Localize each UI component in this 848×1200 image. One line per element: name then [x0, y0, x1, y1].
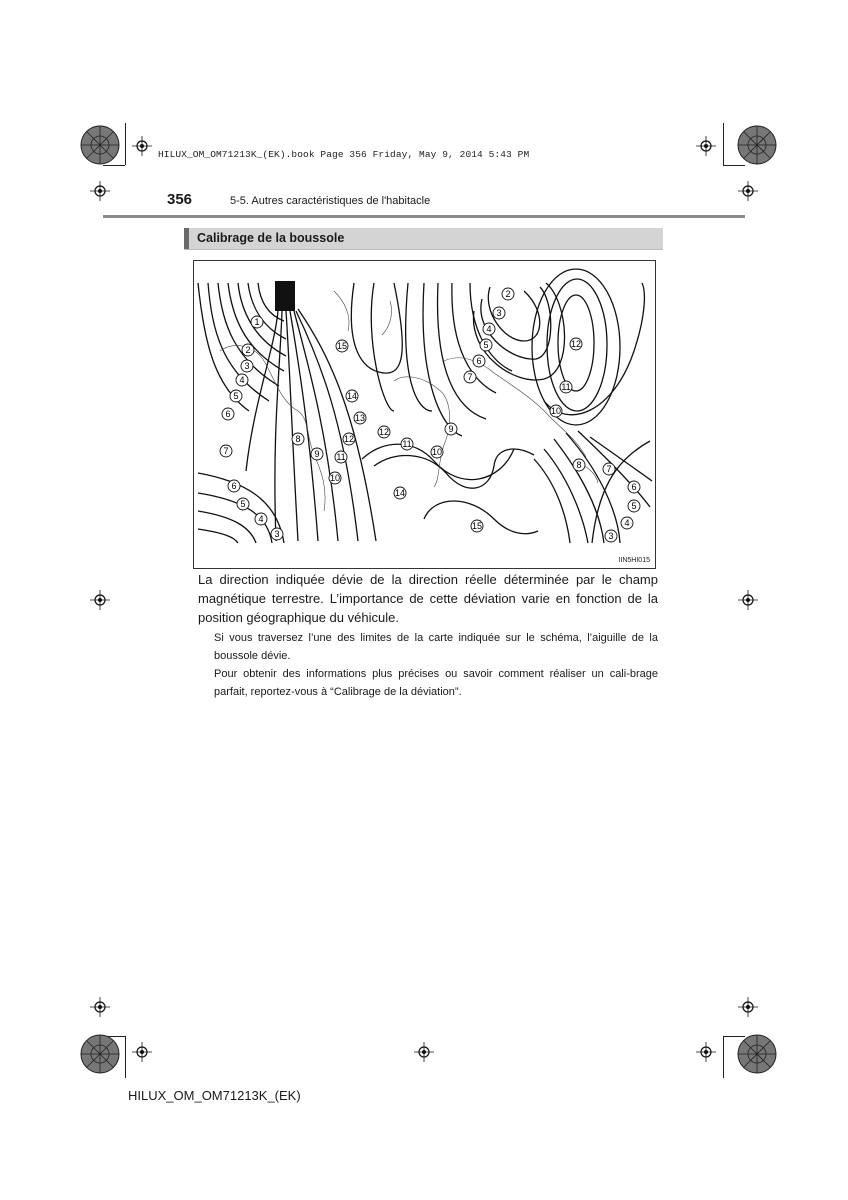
zone-label: 6 [231, 481, 237, 491]
zone-label: 5 [631, 501, 637, 511]
registration-mark-icon [696, 1042, 716, 1062]
map-drawing [194, 261, 655, 568]
crop-mark [125, 123, 126, 165]
registration-mark-icon [90, 590, 110, 610]
zone-label: 3 [274, 529, 280, 539]
title-bar-accent [184, 228, 189, 249]
zone-label: 2 [505, 289, 511, 299]
zone-label: 10 [550, 406, 562, 416]
footer-code: HILUX_OM_OM71213K_(EK) [128, 1088, 301, 1103]
color-target-icon [737, 125, 777, 165]
registration-mark-icon [132, 136, 152, 156]
zone-label: 8 [295, 434, 301, 444]
page-number: 356 [167, 191, 193, 208]
zone-label: 6 [225, 409, 231, 419]
color-target-icon [737, 1034, 777, 1074]
zone-label: 15 [336, 341, 348, 351]
zone-label: 11 [336, 452, 346, 462]
zone-label: 7 [606, 464, 612, 474]
registration-mark-icon [414, 1042, 434, 1062]
zone-label: 15 [471, 521, 483, 531]
section-title-bar [184, 228, 663, 250]
registration-mark-icon [738, 590, 758, 610]
zone-label: 9 [314, 449, 320, 459]
note-item: Pour obtenir des informations plus précises ou savoir comment réaliser un cali-brage parfait, reportez-vous à “Calibrage de la déviation”. [214, 668, 658, 698]
zone-label: 3 [244, 361, 250, 371]
registration-mark-icon [696, 136, 716, 156]
zone-label: 7 [467, 372, 473, 382]
zone-label: 2 [245, 345, 251, 355]
zone-label: 1 [254, 317, 260, 327]
isogonic-lines [198, 269, 652, 543]
zone-label: 10 [329, 473, 341, 483]
zone-label: 11 [561, 382, 571, 392]
zone-label: 4 [258, 514, 264, 524]
zone-label: 14 [346, 391, 358, 401]
zone-label: 13 [354, 413, 366, 423]
figure-code: IIN5HI015 [618, 557, 650, 564]
crop-mark [723, 1036, 724, 1078]
print-slug: HILUX_OM_OM71213K_(EK).book Page 356 Friday, May 9, 2014 5:43 PM [158, 149, 530, 160]
zone-label: 12 [343, 434, 355, 444]
zone-label: 6 [476, 356, 482, 366]
crop-mark [723, 165, 745, 166]
zone-label: 6 [631, 482, 637, 492]
zone-label: 11 [402, 439, 412, 449]
zone-label: 14 [394, 488, 406, 498]
registration-mark-icon [90, 181, 110, 201]
registration-mark-icon [90, 997, 110, 1017]
color-target-icon [80, 1034, 120, 1074]
registration-mark-icon [738, 181, 758, 201]
zone-label: 10 [431, 447, 443, 457]
registration-mark-icon [132, 1042, 152, 1062]
zone-label: 5 [483, 340, 489, 350]
zone-label: 3 [496, 308, 502, 318]
note-item: Si vous traversez l’une des limites de la carte indiquée sur le schéma, l’aiguille de la boussole dévie. [214, 632, 658, 662]
zone-label: 5 [233, 391, 239, 401]
zone-label: 4 [486, 324, 492, 334]
zone-label: 4 [624, 518, 630, 528]
zone-label: 12 [378, 427, 390, 437]
zone-label: 9 [448, 424, 454, 434]
zone-label: 12 [570, 339, 582, 349]
zone-label: 7 [223, 446, 229, 456]
compass-zone-map [193, 260, 656, 569]
section-title: Calibrage de la boussole [197, 231, 345, 245]
body-paragraph: La direction indiquée dévie de la direction réelle déterminée par le champ magnétique terrestre. L’importance de cette déviation varie en fonction de la position géographique du véhicule. [198, 572, 658, 625]
zone-label: 5 [240, 499, 246, 509]
header-rule [103, 215, 745, 218]
zone-label: 4 [239, 375, 245, 385]
zone-label: 3 [608, 531, 614, 541]
crop-mark [103, 165, 125, 166]
color-target-icon [80, 125, 120, 165]
section-heading: 5-5. Autres caractéristiques de l'habitacle [230, 195, 431, 207]
registration-mark-icon [738, 997, 758, 1017]
crop-mark [723, 123, 724, 165]
crop-mark [125, 1036, 126, 1078]
zone-label: 8 [576, 460, 582, 470]
